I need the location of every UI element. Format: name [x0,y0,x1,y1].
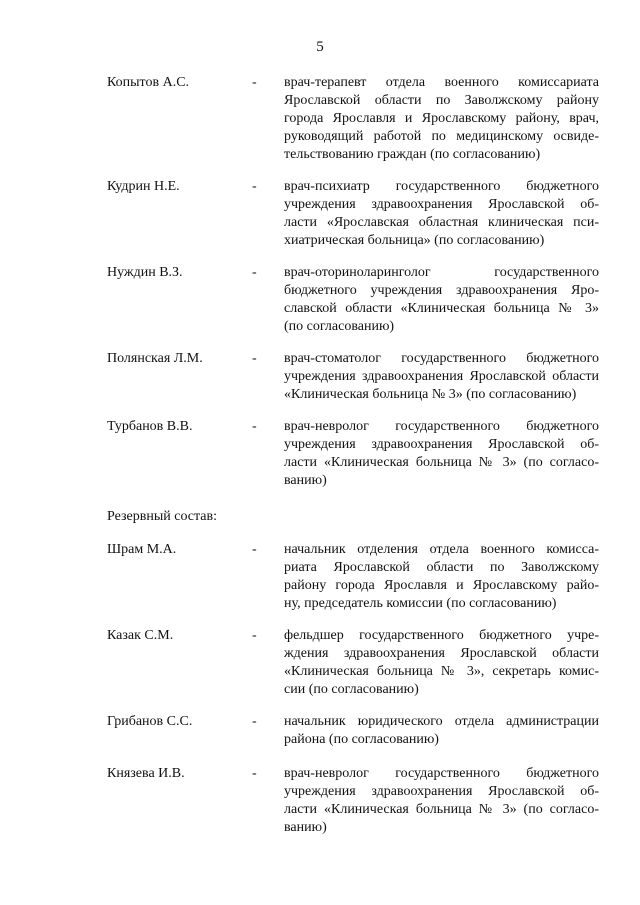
description-line: начальник отделения отдела военного комисса- [284,542,599,557]
member-name: Нуждин В.З. [107,265,183,280]
description-line: тельствованию граждан (по согласованию) [284,147,541,162]
description-line: врач-невролог государственного бюджетного [284,766,599,781]
description-line: учреждения здравоохранения Ярославской об- [284,437,599,452]
description-line: врач-оториноларинголог государственного [284,265,599,280]
member-name: Турбанов В.В. [107,419,193,434]
description-line: врач-стоматолог государственного бюджетного [284,351,599,366]
description-line: ждения здравоохранения Ярославской области [284,646,599,661]
description-line: ванию) [284,473,327,488]
description-line: «Клиническая больница № 3», секретарь комис- [284,664,599,679]
description-line: сии (по согласованию) [284,682,419,697]
member-description [284,350,599,404]
member-description [284,178,599,250]
member-description [284,264,599,336]
member-description [284,627,599,699]
description-line: хиатрическая больница» (по согласованию) [284,233,545,248]
member-name: Князева И.В. [107,766,185,781]
description-line: фельдшер государственного бюджетного учре- [284,628,599,643]
description-line: района (по согласованию) [284,732,439,747]
member-dash: - [252,179,257,194]
description-line: учреждения здравоохранения Ярославской об- [284,784,599,799]
description-line: ласти «Клиническая больница № 3» (по согласо- [284,455,599,470]
member-dash: - [252,75,257,90]
description-line: врач-терапевт отдела военного комиссариата [284,75,599,90]
description-line: ну, председатель комиссии (по согласованию) [284,596,557,611]
description-line: району города Ярославля и Ярославскому райо- [284,578,599,593]
member-name: Полянская Л.М. [107,351,203,366]
member-dash: - [252,766,257,781]
member-description [284,713,599,749]
description-line: бюджетного учреждения здравоохранения Яро- [284,283,599,298]
member-description [284,765,599,837]
description-line: начальник юридического отдела администрации [284,714,599,729]
member-description [284,541,599,613]
description-line: ласти «Ярославская областная клиническая пси- [284,215,599,230]
member-name: Копытов А.С. [107,75,190,90]
member-name: Грибанов С.С. [107,714,193,729]
description-line: Ярославской области по Заволжскому району [284,93,599,108]
member-description [284,74,599,164]
description-line: учреждения здравоохранения Ярославской области [284,369,599,384]
description-line: ласти «Клиническая больница № 3» (по согласо- [284,802,599,817]
member-dash: - [252,351,257,366]
description-line: врач-психиатр государственного бюджетного [284,179,599,194]
description-line: города Ярославля и Ярославскому району, врач, [284,111,599,126]
reserve-heading: Резервный состав: [107,509,218,524]
description-line: (по согласованию) [284,319,395,334]
description-line: руководящий работой по медицинскому освиде- [284,129,599,144]
member-name: Казак С.М. [107,628,174,643]
member-dash: - [252,542,257,557]
member-dash: - [252,628,257,643]
member-dash: - [252,419,257,434]
member-description [284,418,599,490]
description-line: ванию) [284,820,327,835]
description-line: риата Ярославской области по Заволжскому [284,560,599,575]
member-name: Шрам М.А. [107,542,177,557]
member-name: Кудрин Н.Е. [107,179,180,194]
member-dash: - [252,714,257,729]
description-line: учреждения здравоохранения Ярославской об- [284,197,599,212]
description-line: «Клиническая больница № 3» (по согласованию) [284,387,577,402]
page-number: 5 [316,39,324,55]
description-line: врач-невролог государственного бюджетного [284,419,599,434]
description-line: славской области «Клиническая больница № 3» [284,301,599,316]
member-dash: - [252,265,257,280]
